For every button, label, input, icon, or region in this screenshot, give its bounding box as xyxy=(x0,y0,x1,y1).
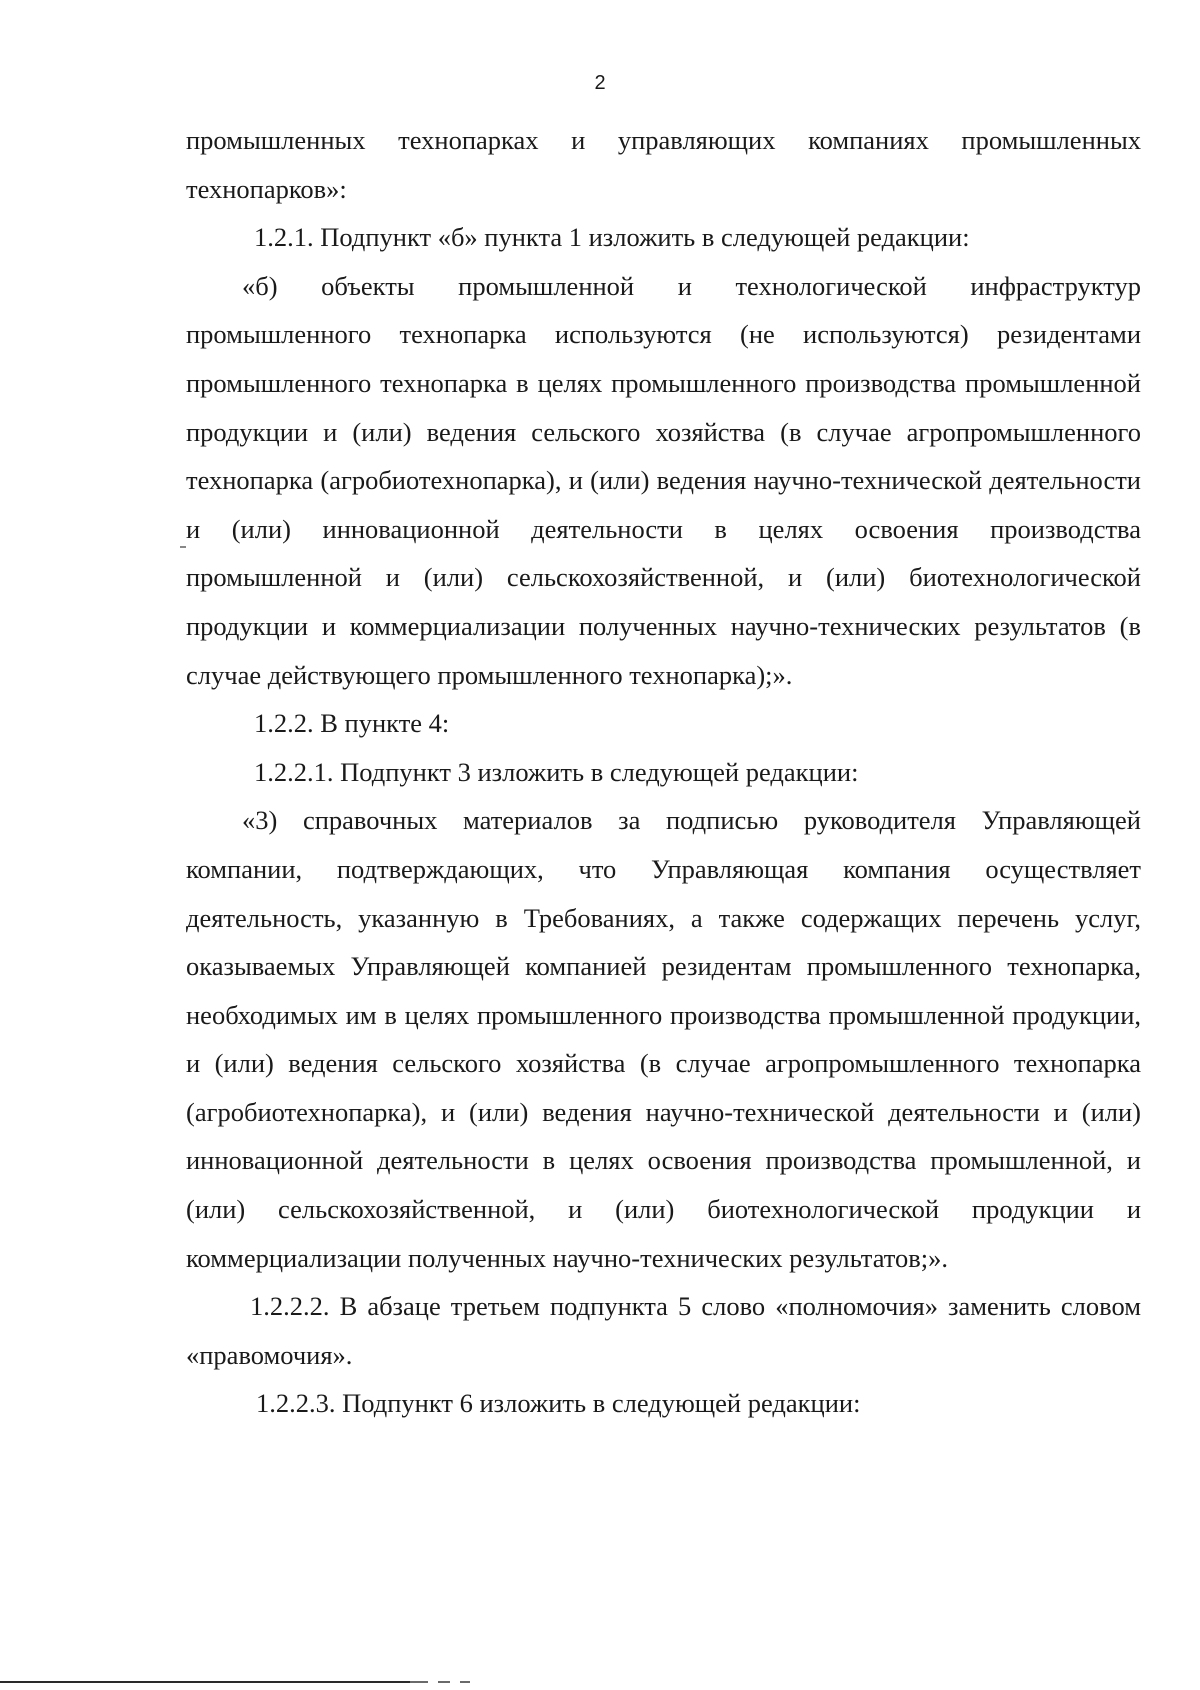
footer-smudge xyxy=(460,1681,470,1683)
clause-1-2-1: 1.2.1. Подпункт «б» пункта 1 изложить в следующей редакции: xyxy=(254,222,970,253)
scan-mark xyxy=(180,546,186,548)
page-number: 2 xyxy=(594,72,606,94)
subclause-3-text: «3) справочных материалов за подписью руководителя Управляющей компании, подтверждающих, что Управляющая компания осуществляет деятельность, указанную в Требованиях, а также содержащих перечень услуг, оказываемых Управляющей компанией резидентам промышленного технопарка, необходимых им в целях промышленного производства промышленной продукции, и (или) ведения сельского хозяйства (в случае агропромышленного технопарка (агробиотехнопарка), и (или) ведения научно-технической деятельности и (или) инновационной деятельности в целях освоения производства промышленной, и (или) сельскохозяйственной, и (или) биотехнологической продукции и коммерциализации полученных научно-технических результатов;». xyxy=(186,805,1141,1273)
footer-smudge xyxy=(438,1681,450,1683)
footer-rule xyxy=(0,1681,410,1683)
paragraph-continuation: промышленных технопарках и управляющих компаниях промышленных технопарков»: xyxy=(186,125,1141,204)
clause-1-2-2-2: 1.2.2.2. В абзаце третьем подпункта 5 слово «полномочия» заменить словом «правомочия». xyxy=(186,1291,1141,1370)
footer-smudge xyxy=(410,1681,428,1683)
subclause-b-text: «б) объекты промышленной и технологической инфраструктур промышленного технопарка используются (не используются) резидентами промышленного технопарка в целях промышленного производства промышленной продукции и (или) ведения сельского хозяйства (в случае агропромышленного технопарка (агробиотехнопарка), и (или) ведения научно-технической деятельности и (или) инновационной деятельности в целях освоения производства промышленной и (или) сельскохозяйственной, и (или) биотехнологической продукции и коммерциализации полученных научно-технических результатов (в случае действующего промышленного технопарка);». xyxy=(186,270,1141,690)
clause-1-2-2-3: 1.2.2.3. Подпункт 6 изложить в следующей редакции: xyxy=(256,1388,861,1419)
clause-1-2-2-1: 1.2.2.1. Подпункт 3 изложить в следующей редакции: xyxy=(254,756,859,787)
document-body xyxy=(186,116,1141,1428)
clause-1-2-2: 1.2.2. В пункте 4: xyxy=(254,708,450,739)
